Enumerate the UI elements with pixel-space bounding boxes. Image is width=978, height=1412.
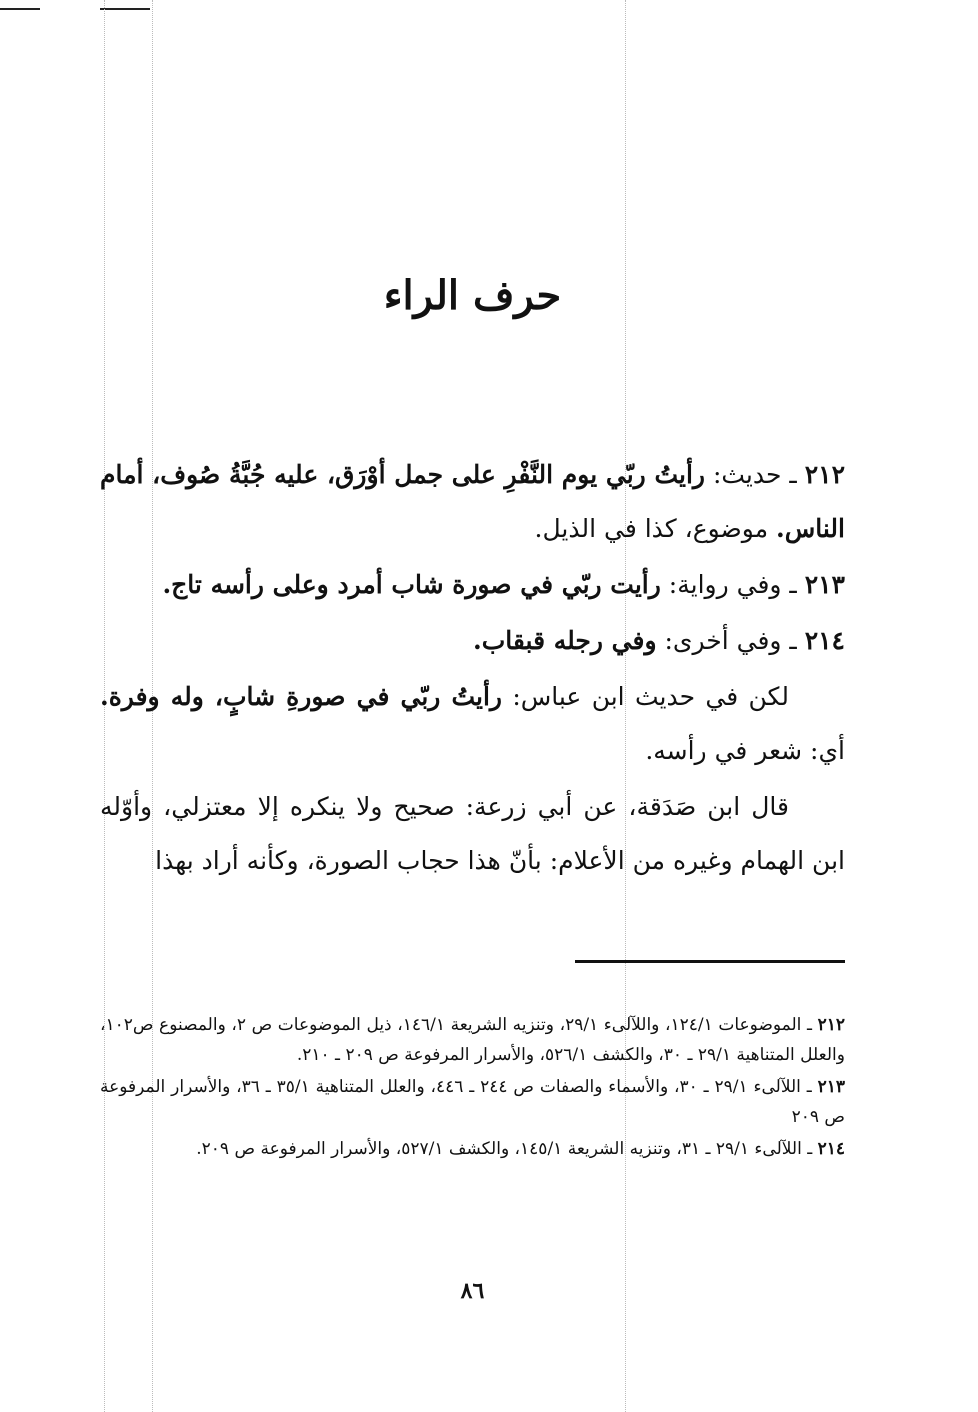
page-number: ٨٦ (460, 1278, 485, 1304)
entry-note: موضوع، كذا في الذيل. (534, 514, 777, 543)
entry-dash: ـ (781, 460, 805, 489)
entry-dash: ـ (781, 570, 805, 599)
footnote-number: ٢١٢ (817, 1015, 845, 1035)
hadith-text: رأيتُ ربّي في صورةِ شابٍ، وله وفرة. (100, 682, 502, 711)
footnote-continuation: ٣٦، والأسرار المرفوعة ص ٢٠٩ (100, 1077, 845, 1127)
entry-212 (100, 448, 845, 556)
paragraph-ibn-abbas (100, 670, 845, 778)
entry-intro: حديث: (705, 460, 782, 489)
scan-mark (0, 8, 40, 10)
main-text (100, 448, 845, 890)
footnote-text: ـ اللآلىء ٢٩/١ ـ ٣١، وتنزيه الشريعة ١٤٥/١، والكشف ٥٢٧/١، والأسرار المرفوعة (260, 1139, 813, 1159)
footnote-continuation: ص ٢٠٩. (196, 1139, 256, 1159)
footnote-number: ٢١٤ (817, 1139, 845, 1159)
hadith-text: وفي رجله قبقاب. (473, 626, 657, 655)
footnote-213 (100, 1072, 845, 1132)
entry-number: ٢١٢ (804, 460, 846, 489)
footnote-212 (100, 1010, 845, 1070)
entry-dash: ـ (781, 626, 805, 655)
entry-213 (100, 558, 845, 612)
footnote-divider (575, 960, 845, 963)
footnote-text: ـ الموضوعات ١٢٤/١، واللآلىء ٢٩/١، وتنزيه الشريعة ١٤٦/١، ذيل الموضوعات (277, 1015, 812, 1035)
chapter-title: حرف الراء (383, 272, 562, 319)
entry-number: ٢١٣ (804, 570, 845, 599)
entry-intro: وفي رواية: (660, 570, 782, 599)
book-page (100, 0, 845, 1412)
footnotes (100, 1010, 845, 1166)
entry-214 (100, 614, 845, 668)
footnote-number: ٢١٣ (817, 1077, 845, 1097)
paragraph-ibn-sadaqa: قال ابن صَدَقة، عن أبي زرعة: صحيح ولا ينكره إلا معتزلي، وأوّله ابن الهمام وغيره من الأعلام: بأنّ هذا حجاب الصورة، وكأنه أراد بهذا (100, 792, 845, 875)
hadith-text: رأيتُ ربّي يوم النَّفْرِ على جمل أوْرَق، عليه جُبَّةُ صُوف، أمام الناس. (100, 460, 845, 543)
footnote-text: ـ اللآلىء ٢٩/١ ـ ٣٠، والأسماء والصفات ص ٢٤٤ ـ ٤٤٦، والعلل المتناهية ٣٥/١ ـ (265, 1077, 812, 1097)
entry-number: ٢١٤ (804, 626, 845, 655)
paragraph-lead: لكن في حديث ابن عباس: (501, 682, 789, 711)
footnote-continuation: ص ٢، والمصنوع ص١٠٢، والعلل المتناهية ٢٩/١ ـ ٣٠، والكشف ٥٢٦/١، والأسرار المرفوعة ص ٢٠٩ ـ ٢١٠. (100, 1015, 845, 1065)
paragraph-tail: أي: شعر في رأسه. (645, 736, 845, 765)
footnote-214 (100, 1134, 845, 1164)
entry-intro: وفي أخرى: (656, 626, 782, 655)
hadith-text: رأيت ربّي في صورة شاب أمرد وعلى رأسه تاج. (162, 570, 661, 599)
